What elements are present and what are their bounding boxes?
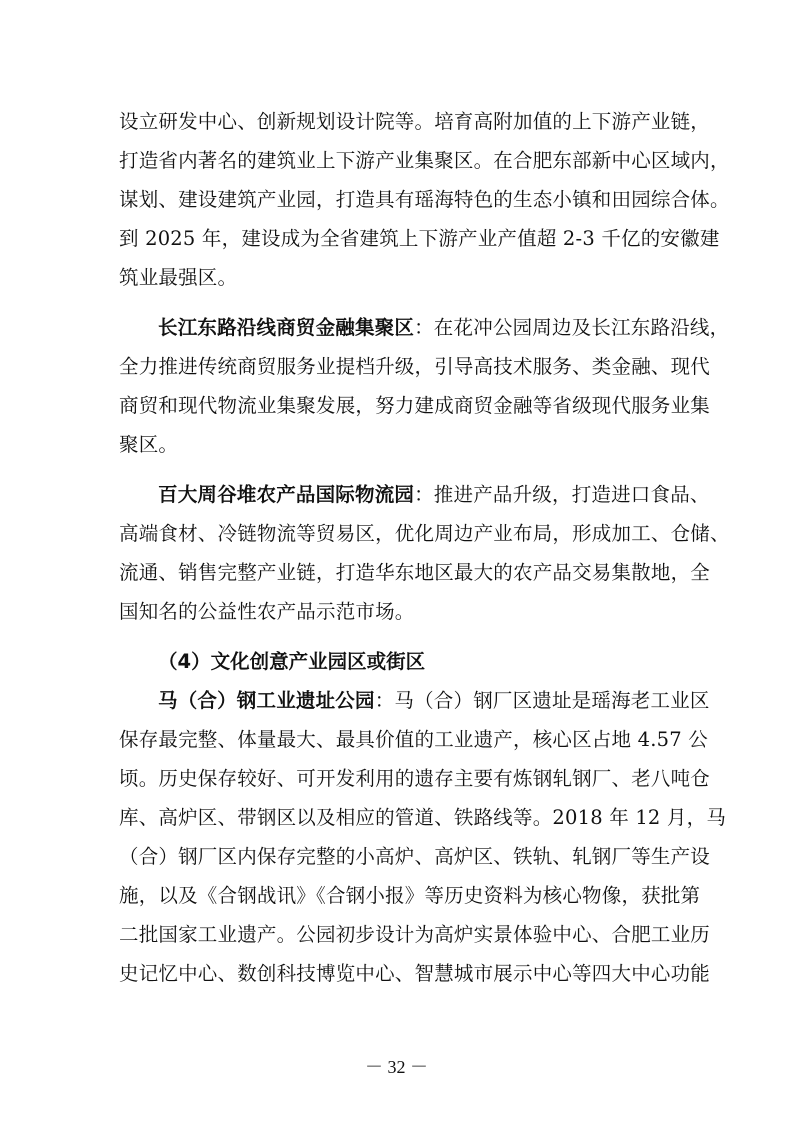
body-text-line: 库、高炉区、带钢区以及相应的管道、铁路线等。2018 年 12 月，马 bbox=[119, 806, 727, 829]
paragraph-text: ：在花冲公园周边及长江东路沿线， bbox=[414, 316, 730, 339]
body-text-line: 筑业最强区。 bbox=[119, 266, 238, 289]
paragraph-title: 百大周谷堆农产品国际物流园 bbox=[158, 483, 415, 506]
body-text-line: 顷。历史保存较好、可开发利用的遗存主要有炼钢轧钢厂、老八吨仓 bbox=[119, 767, 711, 790]
paragraph-first-line bbox=[158, 480, 710, 510]
paragraph-text: ：推进产品升级，打造进口食品、 bbox=[414, 483, 710, 506]
section-heading: （4）文化创意产业园区或街区 bbox=[158, 650, 426, 673]
body-text-line: 到 2025 年，建设成为全省建筑上下游产业产值超 2-3 千亿的安徽建 bbox=[119, 227, 720, 250]
body-text-line: 聚区。 bbox=[119, 433, 179, 456]
body-text-line: （合）钢厂区内保存完整的小高炉、高炉区、铁轨、轧钢厂等生产设 bbox=[119, 845, 711, 868]
body-text-line: 二批国家工业遗产。公园初步设计为高炉实景体验中心、合肥工业历 bbox=[119, 923, 711, 946]
paragraph-title: 长江东路沿线商贸金融集聚区 bbox=[158, 316, 415, 339]
body-text-line: 保存最完整、体量最大、最具价值的工业遗产，核心区占地 4.57 公 bbox=[119, 728, 708, 751]
body-text-line: 高端食材、冷链物流等贸易区，优化周边产业布局，形成加工、仓储、 bbox=[119, 522, 730, 545]
paragraph-first-line bbox=[158, 686, 710, 716]
body-text-line: 设立研发中心、创新规划设计院等。培育高附加值的上下游产业链， bbox=[119, 110, 711, 133]
body-text-line: 谋划、建设建筑产业园，打造具有瑶海特色的生态小镇和田园综合体。 bbox=[119, 188, 730, 211]
body-text-line: 流通、销售完整产业链，打造华东地区最大的农产品交易集散地，全 bbox=[119, 561, 711, 584]
page-number: － 32 － bbox=[365, 1057, 428, 1077]
body-text-line: 施，以及《合钢战讯》《合钢小报》等历史资料为核心物像，获批第 bbox=[119, 884, 701, 907]
body-text-line: 打造省内著名的建筑业上下游产业集聚区。在合肥东部新中心区域内， bbox=[119, 149, 730, 172]
body-text-line: 史记忆中心、数创科技博览中心、智慧城市展示中心等四大中心功能 bbox=[119, 962, 711, 985]
paragraph-first-line bbox=[158, 313, 730, 343]
body-text-line: 商贸和现代物流业集聚发展，努力建成商贸金融等省级现代服务业集 bbox=[119, 394, 711, 417]
body-text-line: 全力推进传统商贸服务业提档升级，引导高技术服务、类金融、现代 bbox=[119, 355, 711, 378]
body-text-line: 国知名的公益性农产品示范市场。 bbox=[119, 600, 415, 623]
paragraph-text: ：马（合）钢厂区遗址是瑶海老工业区 bbox=[374, 689, 710, 712]
paragraph-title: 马（合）钢工业遗址公园 bbox=[158, 689, 375, 712]
